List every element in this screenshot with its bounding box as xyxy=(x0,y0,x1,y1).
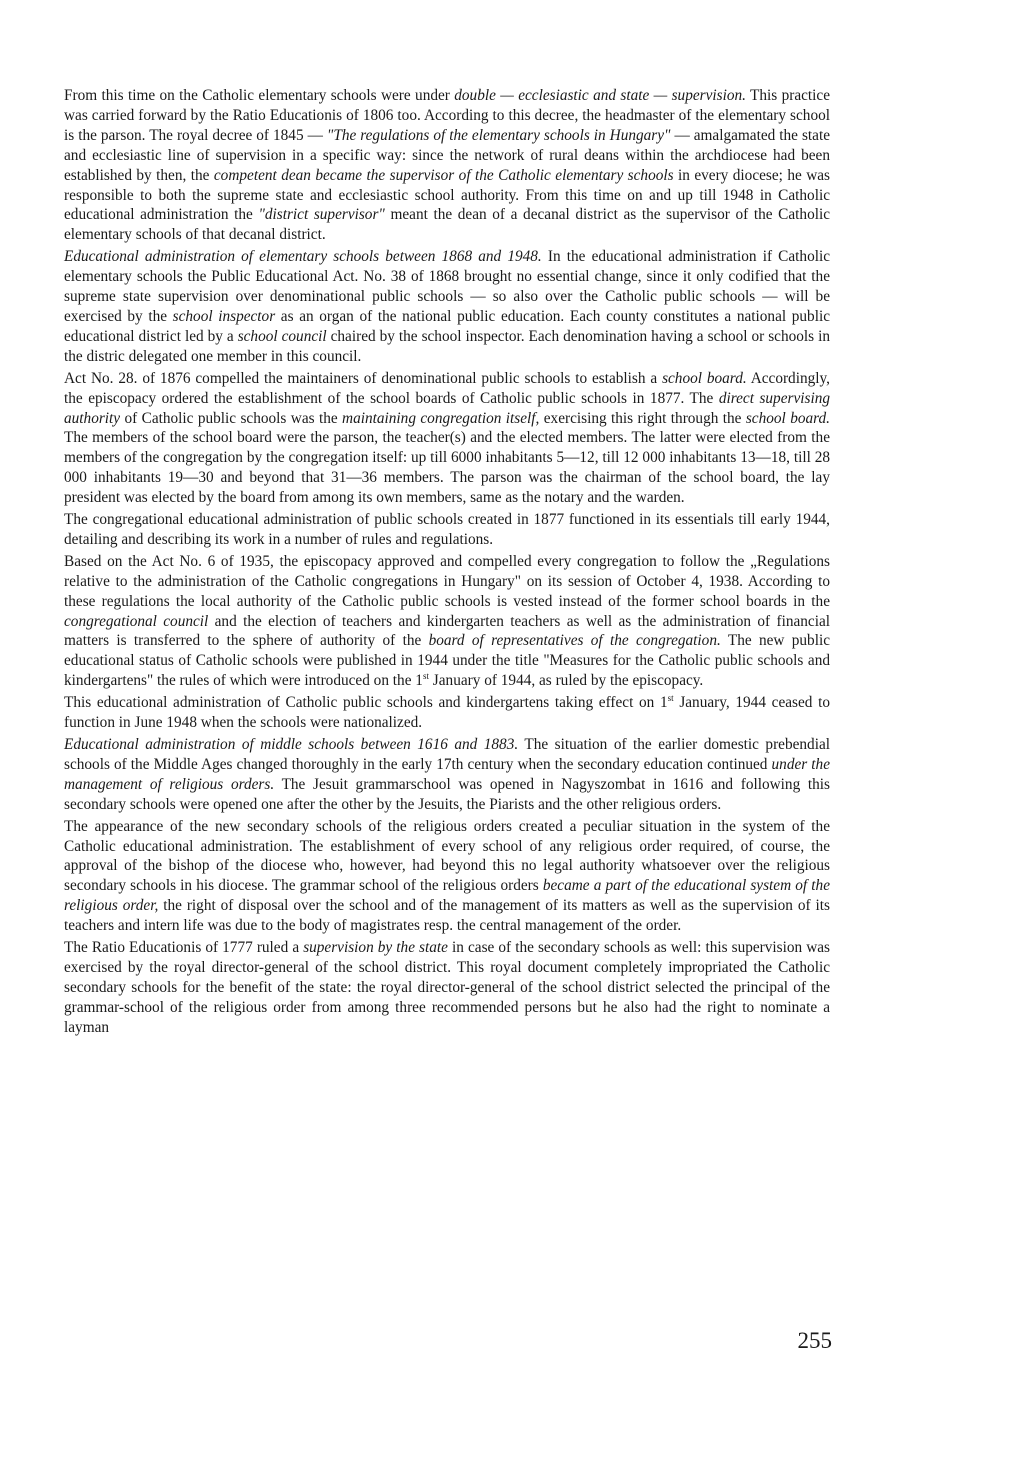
paragraph xyxy=(64,735,830,815)
text-segment: as an organ of the national public education. Each county constitutes a national public educational district led by a xyxy=(64,307,830,345)
text-segment: The situation of the earlier domestic prebendial schools of the Middle Ages changed thoroughly in the early 17th century when the secondary education continued xyxy=(64,736,830,773)
italic-text: school inspector xyxy=(172,307,276,325)
italic-text: "The regulations of the elementary schools in Hungary" xyxy=(326,126,671,144)
paragraph xyxy=(64,693,830,733)
paragraph xyxy=(64,247,830,366)
text-segment: The members of the school board were the parson, the teacher(s) and the elected members. The latter were elected from the members of the congregation by the congregation itself: up till 6000 inhabitants 5—12, till 12 000 inhabitants 13—18, till 28 000 inhabitants 19—30 and beyond that 31—36 members. The parson was the chairman of the school board, the lay president was elected by the board from among its own members, same as the notary and the warden. xyxy=(64,429,830,507)
italic-text: board of representatives of the congregation. xyxy=(428,632,721,650)
superscript: st xyxy=(667,693,674,704)
text-segment: January, 1944 ceased to function in June 1948 when the schools were nationalized. xyxy=(64,694,830,732)
paragraph xyxy=(64,817,830,936)
italic-text: double — ecclesiastic and state — supervision. xyxy=(454,87,746,104)
text-segment: The Jesuit grammarschool was opened in Nagyszombat in 1616 and following this secondary schools were opened one after the other by the Jesuits, the Piarists and the other religious orders. xyxy=(64,775,831,813)
italic-text: Educational administration of middle schools between 1616 and 1883. xyxy=(64,736,519,753)
italic-text: became a part of the educational system of the religious order, xyxy=(64,877,831,915)
text-segment: exercising this right through the xyxy=(539,409,746,427)
italic-text: school board. xyxy=(662,369,747,387)
text-segment: in case of the secondary schools as well: this supervision was exercised by the royal director-general of the school district. This royal document completely impropriated the Catholic secondary schools for the benefit of the state: the royal director-general of the school district selected the principal of the grammar-school of the religious order from among three recommended persons but he also had the right to nominate a layman xyxy=(64,939,831,1036)
italic-text: supervision by the state xyxy=(303,939,448,957)
text-segment: Accordingly, the episcopacy ordered the establishment of the school boards of Catholic public schools in 1877. The xyxy=(64,369,830,407)
text-segment: — amalgamated the state and ecclesiastic line of supervision in a specific way: since the network of rural deans within the archdiocese had been established by then, the xyxy=(64,126,830,184)
text-segment: The new public educational status of Catholic schools were published in 1944 under the title "Measures for the Catholic public schools and kindergartens" the rules of which were introduced on the 1 xyxy=(64,632,830,690)
page-body xyxy=(64,86,830,1040)
text-segment: of Catholic public schools was the xyxy=(120,409,343,427)
italic-text: "district supervisor" xyxy=(258,206,385,224)
italic-text: direct supervising authority xyxy=(64,389,830,427)
italic-text: under the management of religious orders. xyxy=(64,755,830,793)
text-segment: The Ratio Educationis of 1777 ruled a xyxy=(64,939,304,957)
text-segment: This practice was carried forward by the Ratio Educationis of 1806 too. According to this decree, the headmaster of the elementary school is the parson. The royal decree of 1845 — xyxy=(64,87,830,144)
text-segment: and the election of teachers and kindergarten teachers as well as the administration of financial matters is transferred to the sphere of authority of the xyxy=(64,612,830,650)
paragraph xyxy=(64,552,830,691)
text-segment: January of 1944, as ruled by the episcopacy. xyxy=(428,672,704,690)
superscript: st xyxy=(422,671,429,682)
italic-text: school board. xyxy=(745,409,830,427)
paragraph xyxy=(64,510,830,550)
text-segment: in every diocese; he was responsible to both the supreme state and ecclesiastic school authority. From this time on and up till 1948 in Catholic educational administration the xyxy=(64,166,830,224)
italic-text: school council xyxy=(237,327,327,345)
italic-text: maintaining congregation itself, xyxy=(342,409,540,427)
text-segment: From this time on the Catholic elementary schools were under xyxy=(64,87,455,104)
text-segment: This educational administration of Catholic public schools and kindergartens taking effect on 1 xyxy=(64,694,668,712)
text-segment: The appearance of the new secondary schools of the religious orders created a peculiar situation in the system of the Catholic educational administration. The establishment of every school of any religious order required, of course, the approval of the bishop of the diocese who, however, had beyond this no legal authority whatsoever over the religious secondary schools in his diocese. The grammar school of the religious orders xyxy=(64,817,830,895)
paragraph xyxy=(64,86,830,245)
text-segment: the right of disposal over the school and of the management of its matters as well as the supervision of its teachers and intern life was due to the body of magistrates resp. the central management of the order. xyxy=(64,897,830,935)
text-segment: meant the dean of a decanal district as the supervisor of the Catholic elementary schools of that decanal district. xyxy=(64,206,831,244)
paragraph xyxy=(64,369,830,508)
paragraph xyxy=(64,938,830,1038)
text-segment: Based on the Act No. 6 of 1935, the episcopacy approved and compelled every congregation to follow the „Regulations relative to the administration of the Catholic congregations in Hungary" on its session of October 4, 1938. According to these regulations the local authority of the Catholic public schools is vested instead of the former school boards in the xyxy=(64,552,830,610)
text-segment: The congregational educational administration of public schools created in 1877 functioned in its essentials till early 1944, detailing and describing its work in a number of rules and regulations. xyxy=(64,511,830,548)
text-segment: In the educational administration if Catholic elementary schools the Public Educational Act. No. 38 of 1868 brought no essential change, since it only codified that the supreme state supervision over denominational public schools — so also over the Catholic public schools — will be exercised by the xyxy=(64,248,831,325)
text-segment: Act No. 28. of 1876 compelled the maintainers of denominational public schools to establish a xyxy=(64,369,663,387)
page-number: 255 xyxy=(797,1328,832,1353)
italic-text: Educational administration of elementary schools between 1868 and 1948. xyxy=(64,248,542,266)
italic-text: competent dean became the supervisor of the Catholic elementary schools xyxy=(213,166,674,184)
italic-text: congregational council xyxy=(64,612,209,630)
text-segment: chaired by the school inspector. Each denomination having a school or schools in the distric delegated one member in this council. xyxy=(64,327,830,365)
